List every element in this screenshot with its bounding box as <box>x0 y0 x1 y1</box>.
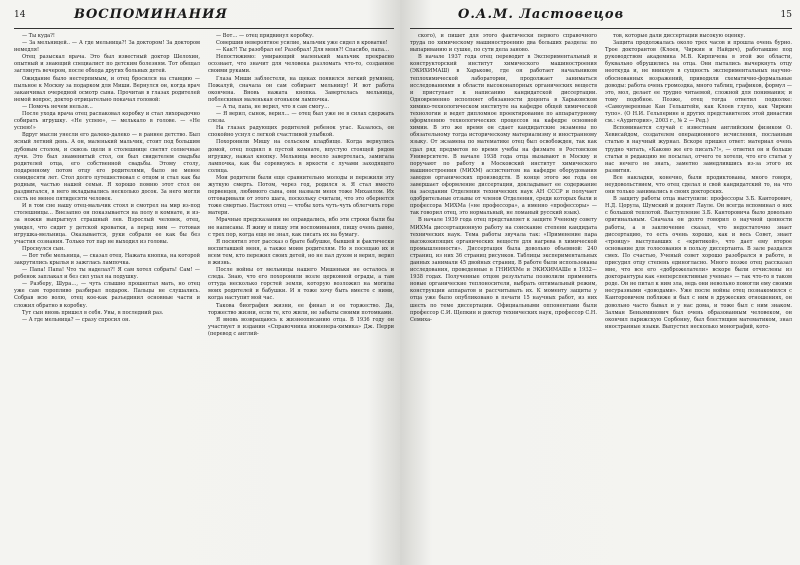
paragraph: Мрачные предсказания не оправдались, ибо эти строки были бы не написаны. Я живу и пишу эти воспоминания, пишу очень давно, с трех пор, когда еще не знал, как писать их на бумагу. <box>208 217 394 238</box>
paragraph: — За мельницей.. — А где мельница?! За доктором! За доктором немедля! <box>14 40 200 54</box>
paragraph: — Папа! Папа! Что ты наделал?! Я сам хотел собрать! Сам! — ребенок заплакал и без сил упал на подушку. <box>14 267 200 281</box>
paragraph: Вдруг мысли унесли его далеко-далеко — в раннее детство. Был ясный летний день. А он, маленький мальчик, стоит под большим дубовым столом, и сквозь щели в столешнице светят солнечные лучи. Это был знаменитый стол, он был свидетелем свадьбы родителей отца, его собственной свадьбы. Этому столу, подаренному потом отцу его родителями, было не менее семидесяти лет. Стол долго путешествовал с отцом и стал как бы родным, частью нашей семьи. Я хорошо помню этот стол он раздвигался, в него вкладывались несколько досок. За него могли сесть не менее пятидесяти человек. <box>14 132 200 203</box>
paragraph: Проснулся сын. <box>22 245 65 252</box>
left-columns <box>14 33 394 558</box>
paragraph: В защиту работы отца выступили: профессоры З.Б. Канторович, Н.Д. Цорула, Шумский и доцент Лауле. Он всегда вспоминал о них с большой теплотой. Выступление З.Б. Канторовича было довольно оригинальным. Сначала он долго говорил о научной ценности работы, а в заключение сказал, что недостаточно знает диссертацию, то есть очень хорошо, как и весь Совет, знает «троицу» выступавших с «критикой», что дает ему второе основание для голосования в пользу диссертанта. В зале раздался смех. По счастью, Ученый совет хорошо разобрался в работе, и присудил отцу степень единогласно. Много позже отец рассказал мне, что все его «доброжелатели» вскоре были отчислены из докторантуры как «неперспективные ученые» — так что-то в таком роде. Он не питал к ним зла, ведь они невольно помогли ему своими несуразными «доводами». Уже после войны отец познакомился с Канторовичем поближе и был с ним в дружеских отношениях, он довольно часто бывал и у нас дома, и тоже был с ним знаком. Залман Беньяминович был очень образованным человеком, он окончил парижскую Сорбонну, был блестящим математиком, знал иностранные языки. Выпустил несколько монографий, кото- <box>605 196 792 330</box>
paragraph: В начале 1939 года отец представляет к защите Ученому совету МИХМа диссертационную работу на соискание степени кандидата технических наук. Тема работы звучала так: «Применение пара высококипящих органических веществ для нагрева в химической промышленности». Диссертация была довольно объемной: 240 страниц, из них 36 страниц рисунков. Таблицы экспериментальных данных занимали 45 двойных страниц. В работе были использованы исследования, проведенные в ГНИИХМе и ЭКИХИМАШе в 1932—1938 годах. Полученные отцом результаты позволили применить новые органические теплоносители, выбрать оптимальный режим, конструкции аппаратов и рассчитывать их. К моменту защиты у отца уже было опубликовано в печати 15 научных работ, из них шесть по теме диссертации. Официальными оппонентами были профессор С.И. Щепкин и доктор технических наук, профессор С.Н. Семиха- <box>410 217 597 323</box>
paragraph: Защита продолжалась около трех часов и прошла очень бурно. Трое докторантов (Клоев, Чиркин и Найдич), работавшие под руководством академика М.В. Кирпичева в этой же области, буквально обрушились на отца. Они пытались вычеркнуть отцу неоткуда и, не вникнув в сущность экспериментальных научно-обоснованных возражений, приводили схематично-формальные доводы: работа очень громоздка, много таблиц, графиков, формул — это, мол, делает ее трудно читаемой, сложной для понимания; и тому подобное. Позже, отец тогда ответил подколке: «Самоуверенные Кан Гельштейн, как Клоев глупо, как Чиркин тупо». (О Н.И. Гельперине и других представителях этой династии см.: «Аудитория», 2003 г., № 2 — Ред.) <box>605 40 792 125</box>
right-column-1 <box>410 33 597 558</box>
right-page-number: 15 <box>780 10 792 20</box>
paragraph: ского), и пишет для этого фактически первого справочного труда по химическому машиностроению два больших раздела: по выпариванию и сушке, по сути дела заново. <box>410 33 597 54</box>
paragraph: Такова биография жизни, ее финал и ее торжество. Да, торжество жизни, если те, кто жили, не забыты своими потомками. <box>208 302 394 316</box>
paragraph: На глазах радующих родителей ребенок угас. Казалось, он спокойно уснул с легкой счастливой улыбкой. <box>208 125 394 139</box>
left-column-2 <box>208 33 394 558</box>
paragraph: После войны от мельницы нашего Мишеньки не осталось и следа. Знаю, что его похоронили возле церковной ограды, а там оттуда несколько горстей земли, которую возложил на могилы моих родителей и бабушки. И я тоже хочу быть вместе с ними, когда наступит мой час. <box>208 267 394 302</box>
paragraph: Отец разыскал врача. Это был известный доктор Шелохин, опытный и знающий специалист по детским болезням. Тот обещал заглянуть вечером, после обхода других больных детей. <box>14 54 200 75</box>
paragraph: — Как?! Ты разобрал ее! Разобрал! Для меня?! Спасибо, папа… <box>216 47 390 54</box>
right-running-title: О.А.М. Ластовецов <box>458 7 625 22</box>
paragraph: Похоронили Мишу на сельском кладбище. Когда вернулись домой, отец поднял в пустой комнате, впустую стоящей рядом игрушку, нажал кнопку. Мельница весело завертелась, замигала лампочка, как бы соревнуясь в яркости с лучами заходящего солнца. <box>208 139 394 174</box>
right-page-header <box>410 6 792 29</box>
paragraph: После ухода врача отец распаковал коробку и стал лихорадочно собирать игрушку. «Не успею», — мелькало в голове. — «Не успею!» <box>14 111 200 132</box>
paragraph: Глаза Миши заблестели, на щеках появился легкий румянец. Пожалуй, сначала он сам собирает мельницу! И вот работа окончена. Вновь нажата кнопка. Завертелась мельница, поблескивая маленькая огоньком лампочка. <box>208 75 394 103</box>
left-page-header <box>14 6 394 29</box>
paragraph: В начале 1937 года отец переводит в Экспериментальный и конструкторский институт химического машиностроения (ЭКИХИМАШ) в Харькове, где он работает начальником теплохимической лаборатории, продолжает заниматься исследованиями в области высоконапорных органических веществ и приступает к написанию кандидатской диссертации. Одновременно исполняет обязанности доцента в Харьковском химико-технологическом институте на кафедре общей химической технологии и ведет дипломное проектирование по аппаратурному оформлению технологических процессов на кафедре основной химии. В это же время он сдает кандидатские экзамены по обязательному тогда историческому материализму и иностранному языку. От экзамена по математике отец был освобожден, так как сдал ряд предметов во время учебы на физмате в Ростовском Университете. В начале 1938 года отца вызывают в Москву и поручают по работу в Московский институт химического машиностроения (МИХМ) ассистентом на кафедре оборудования заводов органических производств. В конце этого же года он завершает оформление диссертации, докладывает ее содержание на заседании Отделения технических наук АН СССР и получает одобрительные отзывы от членов Отделения, среди которых были и профессора МИХМа («не профессора», а именно «профессоры» — так говорил отец, это нормальный, не ломаный русский язык). <box>410 54 597 217</box>
paragraph: — Вот… — отец придвинул коробку. <box>216 33 314 39</box>
paragraph: Мои родители были еще сравнительно молоды и пережили эту жуткую смерть. Потом, через год, родился я. Я стал вместо первенцев, любимого сына, они назвали меня тоже Михаилом. Их отговаривали от этого шага, поскольку считали, что это обернется тоже смертью. Настоял отец — чтобы хоть чуть-чуть облегчить горе матери. <box>208 174 394 217</box>
paragraph: — Я верил, сынок, верил… — отец был уже не в силах сдержать слезы. <box>208 111 394 125</box>
paragraph: И в том сне нашу отец-мальчик стоял и смотрел на мир из-под столешницы… Внезапно он показывается на полу в комнате, и из-за ножки выпрыгнул страшный лев. Взрослый человек, отец, увидел, что сидит у детской кроватки, а перед ним — готовая игрушка-мельница. Оказывается, руки собрали ее как бы без участия сознания. Только тот пар не выходил из головы. <box>14 203 200 245</box>
left-running-title: ВОСПОМИНАНИЯ <box>74 7 228 22</box>
paragraph: — Вот тебе мельница, — сказал отец. Нажата кнопка, на которой закрутились крылья и зажглась лампочка. <box>14 252 200 266</box>
right-page <box>400 0 800 565</box>
paragraph: — А ты, папа, не верил, что я сам смогу… <box>216 103 330 110</box>
right-columns <box>410 33 792 558</box>
paragraph: — А где мельница? — сразу спросил он. <box>22 316 131 323</box>
paragraph: — Разберу, Шура…, — чуть слышно прошептал мать, но отец уже сам торопливо разбирал подарок. Пальцы не слушались. Собрав всю волю, отец кое-как разъединил основные части и сложил обратно в коробку. <box>14 281 200 309</box>
left-page-number: 14 <box>14 10 26 20</box>
paragraph: — Ты куда?! <box>22 33 55 39</box>
paragraph: Все накладки, конечно, были продиктованы, много говоря, неудовольствием, что отец сделал и свой кандидатский то, на что они только занимались в своих докторских. <box>605 174 792 196</box>
paragraph: — Помочь нечем нельзя… <box>22 103 93 110</box>
paragraph: Вспоминается случай с известным английским физиком О. Хевисайдом, создателем операционного исчисления, посланным статью в научный журнал. Вскоре пришел ответ: материал очень трудно читать, «Каково же его писать?!», — ответил он и больше статьи в редакцию не посылал, отчего те хотели, что его статьи у нас нечего не знать, заметно замедлившись из-за этого их развития. <box>605 125 792 174</box>
paragraph: Совершив невероятное усилие, мальчик уже сидел в кроватке! <box>216 40 388 47</box>
paragraph: Ожидание было нестерпимым, и отец бросился на станцию — пыльное к Москву за подарком для Миши. Вернулся он, когда врач заканчивал очередной осмотр сына. Прочитав в глазах родителей немой вопрос, доктор отрицательно покачал головой: <box>14 75 200 103</box>
right-column-2 <box>605 33 792 558</box>
paragraph: Я посвятил этот рассказ о брате бабушке, бывшей и фактически воспитавшей меня, а также моим родителям. Но я посещаю их и всем тем, кто пережил своих детей, но не пал духом и верил, верил в жизнь. <box>208 238 394 266</box>
left-column-1 <box>14 33 200 558</box>
paragraph: тов, которые дали диссертации высокую оценку. <box>613 33 746 39</box>
paragraph: Непостижимо: умирающий маленький мальчик прекрасно осознает, что значит для человека разломать что-то, созданное своими руками. <box>208 54 394 75</box>
paragraph: Тут сын вновь пришел в себя. Увы, в последний раз. <box>22 309 164 316</box>
paragraph: Я вновь возвращаюсь к жизнеописанию отца. В 1936 году он участвует в издании «Справочника инженера-химика» Дж. Перри (перевод с англий- <box>208 316 394 337</box>
